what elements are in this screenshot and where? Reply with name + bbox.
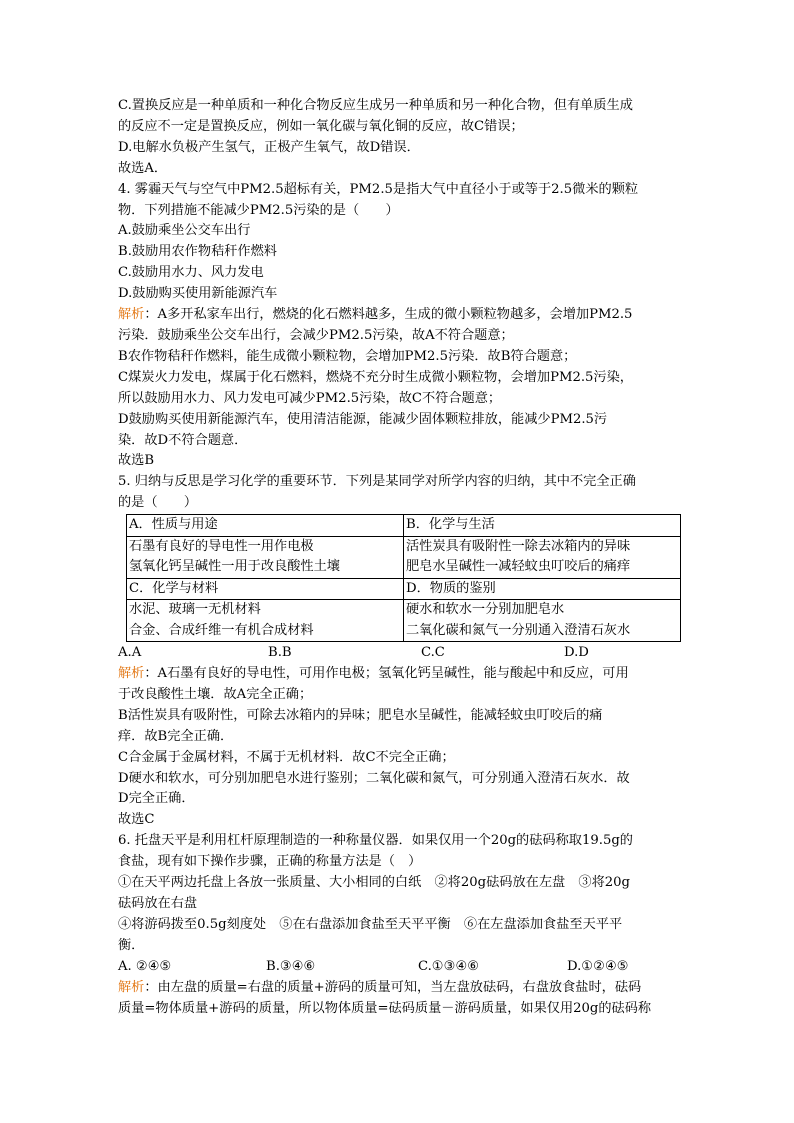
answer-line: 故选C <box>118 812 155 828</box>
analysis-line: 所以鼓励用水力、风力发电可减少PM2.5污染，故C不符合题意； <box>118 390 502 406</box>
table-cell: 硬水和软水一分别加肥皂水 二氧化碳和氮气一分别通入澄清石灰水 <box>404 600 681 642</box>
text-line: C.置换反应是一种单质和一种化合物反应生成另一种单质和另一种化合物，但有单质生成 <box>118 98 633 113</box>
text-line: 的反应不一定是置换反应，例如一氧化碳与氧化铜的反应，故C错误； <box>118 118 524 134</box>
step-line: ④将游码拨至0.5g刻度处 ⑤在右盘添加食盐至天平平衡 ⑥在左盘添加食盐至天平平 <box>118 916 623 932</box>
analysis-line: D鼓励购买使用新能源汽车，使用清洁能源，能减少固体颗粒排放，能减少PM2.5污 <box>118 411 608 427</box>
analysis-line: C合金属于金属材料，不属于无机材料．故C不完全正确； <box>118 749 455 765</box>
analysis-line: C煤炭火力发电，煤属于化石燃料，燃烧不充分时生成微小颗粒物，会增加PM2.5污染， <box>118 369 633 385</box>
analysis-line: 痒．故B完全正确． <box>118 728 234 744</box>
option-c: C.C <box>421 645 445 661</box>
option-c: C.①③④⑥ <box>418 958 480 974</box>
options-row <box>118 643 678 664</box>
option-a: A.A <box>118 645 142 661</box>
question-6 <box>118 831 678 1019</box>
table-cell: 石墨有良好的导电性一用作电极 氢氧化钙呈碱性一用于改良酸性土壤 <box>127 536 404 578</box>
analysis-label: 解析 <box>118 307 145 323</box>
option-b: B.B <box>268 645 292 661</box>
question-4 <box>118 180 678 473</box>
option-a: A. ②④⑤ <box>118 958 172 974</box>
analysis-label: 解析 <box>118 979 145 995</box>
analysis-line: 于改良酸性土壤．故A完全正确； <box>118 686 313 702</box>
analysis-line: 染．故D不符合题意． <box>118 432 248 448</box>
step-line: 砝码放在右盘 <box>118 896 198 911</box>
summary-table <box>126 514 681 642</box>
question-stem: 的是（ ） <box>118 495 198 511</box>
previous-answer-block <box>118 96 678 180</box>
analysis-label: 解析 <box>118 666 145 682</box>
question-stem: 4. 雾霾天气与空气中PM2.5超标有关，PM2.5是指大气中直径小于或等于2.5微米的颗粒 <box>118 181 639 197</box>
table-cell: D．物质的鉴别 <box>404 578 681 600</box>
analysis-line: 解析：A多开私家车出行，燃烧的化石燃料越多，生成的微小颗粒物越多，会增加PM2.5 <box>118 307 633 323</box>
question-stem: 6. 托盘天平是利用杠杆原理制造的一种称量仪器．如果仅用一个20g的砝码称取19.5g的 <box>118 833 633 849</box>
option-d: D.D <box>564 645 589 661</box>
analysis-line: 污染．鼓励乘坐公交车出行，会减少PM2.5污染，故A不符合题意； <box>118 327 514 343</box>
document-body <box>118 96 678 1019</box>
option-c: C.鼓励用水力、风力发电 <box>118 265 264 281</box>
table-cell: C．化学与材料 <box>127 578 404 600</box>
option-d: D.鼓励购买使用新能源汽车 <box>118 286 278 302</box>
step-line: 衡． <box>118 937 145 953</box>
options-row <box>118 957 678 978</box>
analysis-line: D硬水和软水，可分别加肥皂水进行鉴别；二氧化碳和氮气，可分别通入澄清石灰水．故 <box>118 770 630 786</box>
text-line: D.电解水负极产生氢气，正极产生氧气，故D错误． <box>118 139 420 155</box>
option-b: B.鼓励用农作物秸秆作燃料 <box>118 244 277 260</box>
step-line: ①在天平两边托盘上各放一张质量、大小相同的白纸 ②将20g砝码放在左盘 ③将20g <box>118 875 631 891</box>
table-cell: B．化学与生活 <box>404 515 681 537</box>
table-cell: 水泥、玻璃一无机材料 合金、合成纤维一有机合成材料 <box>127 600 404 642</box>
analysis-line: 解析：A石墨有良好的导电性，可用作电极；氢氧化钙呈碱性，能与酸起中和反应，可用 <box>118 666 629 682</box>
analysis-line: 质量=物体质量+游码的质量，所以物体质量=砝码质量－游码质量，如果仅用20g的砝码称 <box>118 1000 652 1016</box>
option-a: A.鼓励乘坐公交车出行 <box>118 223 251 239</box>
question-stem: 食盐，现有如下操作步骤，正确的称量方法是（ ） <box>118 854 422 870</box>
option-b: B.③④⑥ <box>266 958 316 974</box>
analysis-line: B农作物秸秆作燃料，能生成微小颗粒物，会增加PM2.5污染．故B符合题意； <box>118 348 577 364</box>
text-line: 故选A． <box>118 160 168 176</box>
answer-line: 故选B <box>118 453 155 469</box>
table-cell: 活性炭具有吸附性一除去冰箱内的异味 肥皂水呈碱性一减轻蚊虫叮咬后的痛痒 <box>404 536 681 578</box>
option-d: D.①②④⑤ <box>567 958 629 974</box>
question-stem: 5. 归纳与反思是学习化学的重要环节．下列是某同学对所学内容的归纳，其中不完全正确 <box>118 474 636 490</box>
question-stem: 物．下列措施不能减少PM2.5污染的是（ ） <box>118 202 399 218</box>
question-5 <box>118 472 678 831</box>
analysis-line: D完全正确． <box>118 791 195 807</box>
analysis-line: B活性炭具有吸附性，可除去冰箱内的异味；肥皂水呈碱性，能减轻蚊虫叮咬后的痛 <box>118 707 603 723</box>
table-cell: A．性质与用途 <box>127 515 404 537</box>
analysis-line: 解析：由左盘的质量=右盘的质量+游码的质量可知，当左盘放砝码，右盘放食盐时，砝码 <box>118 979 642 995</box>
